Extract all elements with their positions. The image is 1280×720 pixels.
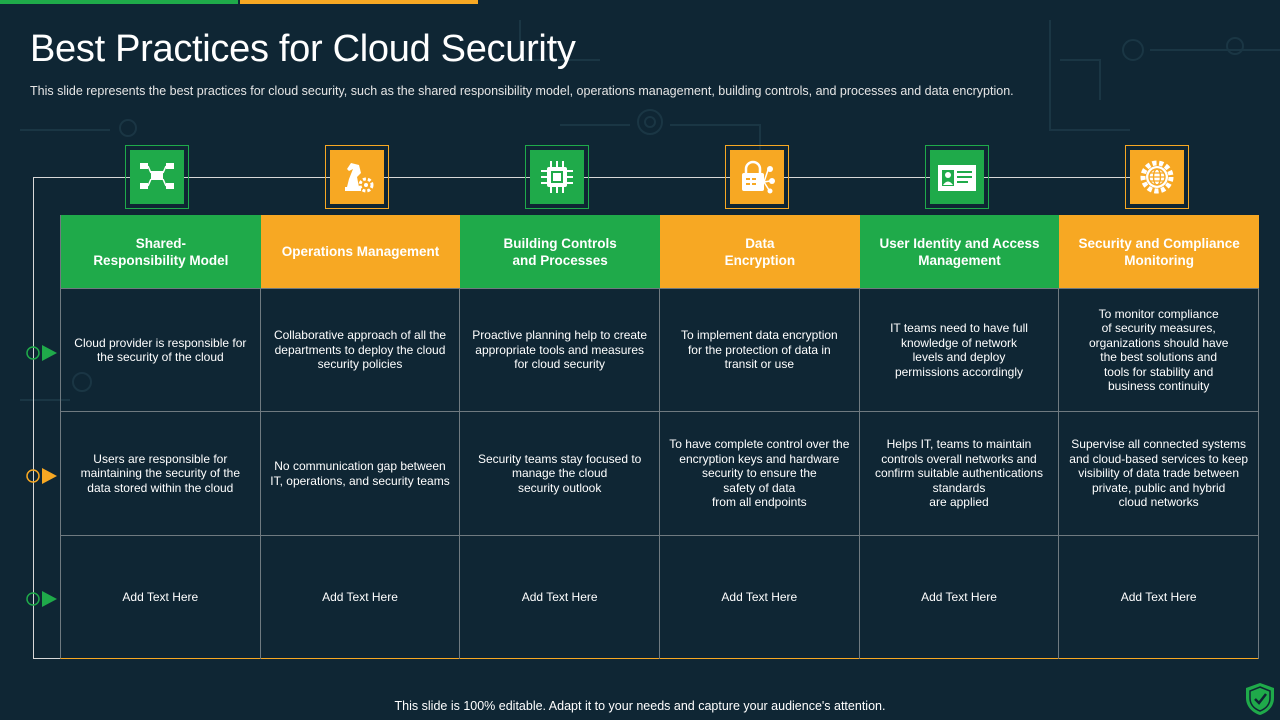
column-icon-box-2 xyxy=(325,145,389,209)
table-cell: To monitor compliance of security measures, organizations should have the best solutions and tools for stability and business continuity xyxy=(1059,288,1259,411)
table-cell: To implement data encryption for the protection of data in transit or use xyxy=(660,288,860,411)
practices-table xyxy=(60,215,1259,659)
table-cell-placeholder[interactable]: Add Text Here xyxy=(460,535,660,659)
globe-gear-icon xyxy=(1137,157,1177,197)
column-icon-box-5 xyxy=(925,145,989,209)
row-marker-1 xyxy=(26,343,60,363)
column-icon-box-4 xyxy=(725,145,789,209)
network-diagram-icon xyxy=(137,157,177,197)
connector-line-bottom xyxy=(33,658,61,659)
table-cell: No communication gap between IT, operations, and security teams xyxy=(261,411,461,535)
table-cell: Supervise all connected systems and cloud-based services to keep visibility of data trade between private, public and hybrid cloud networks xyxy=(1059,411,1259,535)
column-icon-box-6 xyxy=(1125,145,1189,209)
table-cell-placeholder[interactable]: Add Text Here xyxy=(860,535,1060,659)
table-cell: Proactive planning help to create appropriate tools and measures for cloud security xyxy=(460,288,660,411)
column-header-1: Shared- Responsibility Model xyxy=(61,215,261,288)
column-icon-box-3 xyxy=(525,145,589,209)
table-cell: Helps IT, teams to maintain controls overall networks and confirm suitable authentications standards are applied xyxy=(860,411,1060,535)
column-header-2: Operations Management xyxy=(261,215,461,288)
column-icon-box-1 xyxy=(125,145,189,209)
microchip-icon xyxy=(537,157,577,197)
table-cell: Security teams stay focused to manage the cloud security outlook xyxy=(460,411,660,535)
top-accent-orange xyxy=(240,0,478,4)
top-accent-green xyxy=(0,0,238,4)
lock-share-icon xyxy=(737,157,777,197)
page-title: Best Practices for Cloud Security xyxy=(30,28,576,70)
id-card-icon xyxy=(935,157,979,197)
connector-line-vertical xyxy=(33,177,34,659)
column-header-4: Data Encryption xyxy=(660,215,860,288)
table-cell: To have complete control over the encryption keys and hardware security to ensure the safety of data from all endpoints xyxy=(660,411,860,535)
table-cell: IT teams need to have full knowledge of network levels and deploy permissions accordingly xyxy=(860,288,1060,411)
chess-knight-gear-icon xyxy=(337,157,377,197)
row-marker-3 xyxy=(26,589,60,609)
page-subtitle: This slide represents the best practices for cloud security, such as the shared responsibility model, operations management, building controls, and processes and data encryption. xyxy=(30,84,1014,98)
footer-note: This slide is 100% editable. Adapt it to your needs and capture your audience's attention. xyxy=(394,699,886,713)
table-cell: Collaborative approach of all the departments to deploy the cloud security policies xyxy=(261,288,461,411)
column-header-6: Security and Compliance Monitoring xyxy=(1059,215,1259,288)
table-cell-placeholder[interactable]: Add Text Here xyxy=(1059,535,1259,659)
table-cell: Users are responsible for maintaining the security of the data stored within the cloud xyxy=(61,411,261,535)
connector-line-horizontal xyxy=(34,177,1160,178)
column-header-5: User Identity and Access Management xyxy=(860,215,1060,288)
table-cell-placeholder[interactable]: Add Text Here xyxy=(61,535,261,659)
table-cell-placeholder[interactable]: Add Text Here xyxy=(261,535,461,659)
table-cell: Cloud provider is responsible for the security of the cloud xyxy=(61,288,261,411)
row-marker-2 xyxy=(26,466,60,486)
table-cell-placeholder[interactable]: Add Text Here xyxy=(660,535,860,659)
shield-check-icon xyxy=(1244,682,1276,716)
column-header-3: Building Controls and Processes xyxy=(460,215,660,288)
